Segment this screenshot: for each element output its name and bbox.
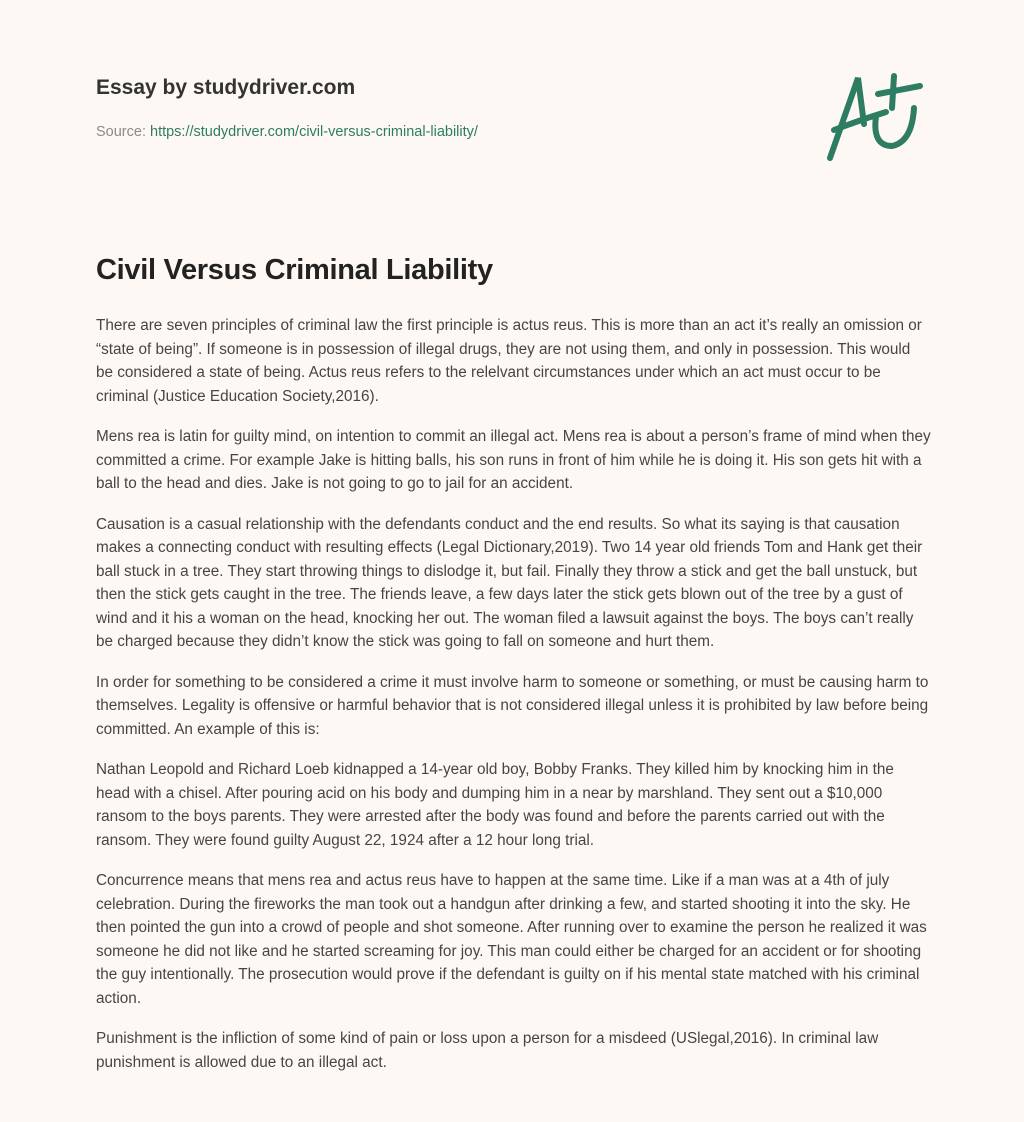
essay-title: Civil Versus Criminal Liability [96,254,493,286]
site-title: Essay by studydriver.com [96,76,356,99]
a-plus-logo-icon [820,68,930,164]
paragraph: Concurrence means that mens rea and actus reus have to happen at the same time. Like if a man was at a 4th of july celebration. During the fireworks the man took out a handgun after drinking a few, and started shooting it into the sky. He then pointed the gun into a crowd of people and shot someone. After running over to examine the person he realized it was someone he did not like and he started screaming for joy. This man could either be charged for an accident or for shooting the guy intentionally. The prosecution would prove if the defendant is guilty on if his mental state matched with his criminal action. [96,872,927,1007]
essay-body [96,314,931,1091]
paragraph: Punishment is the infliction of some kind of pain or loss upon a person for a misdeed (USlegal,2016). In criminal law punishment is allowed due to an illegal act. [96,1030,879,1071]
source-link[interactable]: https://studydriver.com/civil-versus-criminal-liability/ [150,124,478,140]
paragraph: Causation is a casual relationship with the defendants conduct and the end results. So what its saying is that causation makes a connecting conduct with resulting effects (Legal Dictionary,2019). Two 14 year old friends Tom and Hank get their ball stuck in a tree. They start throwing things to dislodge it, but fail. Finally they throw a stick and get the ball unstuck, but then the stick gets caught in the tree. The friends leave, a few days later the stick gets blown out of the tree by a gust of wind and it his a woman on the head, knocking her out. The woman filed a lawsuit against the boys. The boys can’t really be charged because they didn’t know the stick was going to fall on someone and hurt them. [96,515,923,650]
paragraph: Mens rea is latin for guilty mind, on intention to commit an illegal act. Mens rea is about a person’s frame of mind when they committed a crime. For example Jake is hitting balls, his son runs in front of him while he is doing it. His son gets hit with a ball to the head and dies. Jake is not going to go to jail for an accident. [96,428,931,492]
paragraph: There are seven principles of criminal law the first principle is actus reus. This is more than an act it’s really an omission or “state of being”. If someone is in possession of illegal drugs, they are not using them, and only in possession. This would be considered a state of being. Actus reus refers to the relelvant circumstances under which an act must occur to be criminal (Justice Education Society,2016). [96,317,922,405]
source-line [96,124,478,140]
paragraph: Nathan Leopold and Richard Loeb kidnapped a 14-year old boy, Bobby Franks. They killed him by knocking him in the head with a chisel. After pouring acid on his body and dumping him in a near by marshland. They sent out a $10,000 ransom to the boys parents. They were arrested after the body was found and before the parents carried out with the ransom. They were found guilty August 22, 1924 after a 12 hour long trial. [96,761,894,849]
source-label: Source: [96,124,150,140]
paragraph: In order for something to be considered a crime it must involve harm to someone or something, or must be causing harm to themselves. Legality is offensive or harmful behavior that is not considered illegal unless it is prohibited by law before being committed. An example of this is: [96,673,929,738]
